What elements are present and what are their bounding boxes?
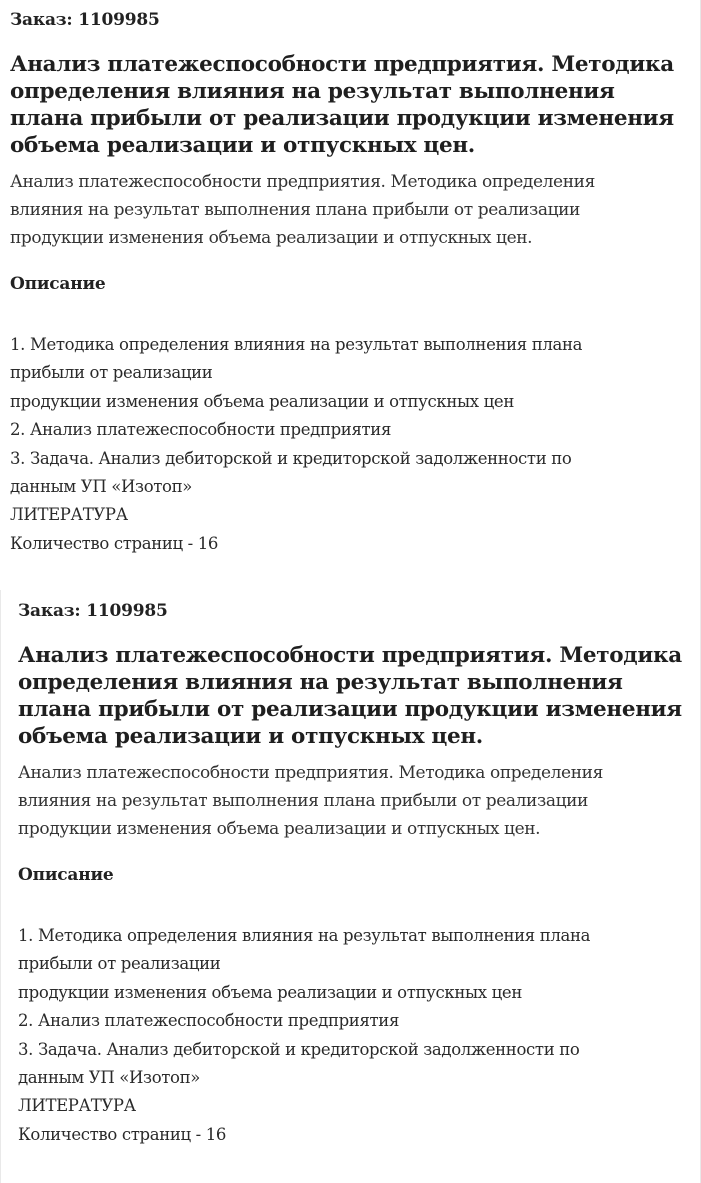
- description-line: Количество страниц - 16: [10, 533, 219, 553]
- description-heading: Описание: [18, 865, 114, 885]
- order-title: [10, 51, 694, 159]
- description-line: прибыли от реализации: [10, 363, 213, 383]
- description-line: данным УП «Изотоп»: [10, 477, 193, 497]
- description-line: продукции изменения объема реализации и отпускных цен: [18, 982, 522, 1002]
- title-line: Анализ платежеспособности предприятия. Методика: [10, 52, 674, 77]
- subtitle-line: продукции изменения объема реализации и отпускных цен.: [18, 819, 541, 839]
- description-line: прибыли от реализации: [18, 954, 221, 974]
- description-line: 1. Методика определения влияния на результат выполнения плана: [18, 926, 591, 945]
- order-number: Заказ: 1109985: [18, 601, 168, 621]
- description-line: 2. Анализ платежеспособности предприятия: [10, 420, 392, 440]
- description-line: 1. Методика определения влияния на результат выполнения плана: [10, 335, 583, 354]
- description-line: продукции изменения объема реализации и отпускных цен: [10, 391, 514, 411]
- description-line: 3. Задача. Анализ дебиторской и кредиторской задолженности по: [18, 1039, 580, 1059]
- title-line: определения влияния на результат выполнения: [18, 670, 623, 695]
- title-line: объема реализации и отпускных цен.: [10, 133, 475, 158]
- subtitle-line: влияния на результат выполнения плана прибыли от реализации: [18, 791, 588, 811]
- title-line: плана прибыли от реализации продукции изменения: [18, 697, 682, 722]
- title-line: определения влияния на результат выполнения: [10, 79, 615, 104]
- description-line: ЛИТЕРАТУРА: [18, 1096, 136, 1116]
- description-line: 3. Задача. Анализ дебиторской и кредиторской задолженности по: [10, 448, 572, 468]
- description-heading: Описание: [10, 274, 106, 294]
- description-line: ЛИТЕРАТУРА: [10, 505, 128, 525]
- subtitle-line: влияния на результат выполнения плана прибыли от реализации: [10, 200, 580, 220]
- title-line: объема реализации и отпускных цен.: [18, 724, 483, 749]
- description-line: Количество страниц - 16: [18, 1124, 227, 1144]
- order-card-2: [18, 599, 692, 1174]
- subtitle-line: продукции изменения объема реализации и отпускных цен.: [10, 228, 533, 248]
- title-line: плана прибыли от реализации продукции изменения: [10, 106, 674, 131]
- description-body: [18, 922, 692, 1149]
- subtitle-line: Анализ платежеспособности предприятия. Методика определения: [10, 172, 595, 192]
- order-subtitle: [18, 759, 692, 843]
- order-number: Заказ: 1109985: [10, 10, 160, 30]
- description-line: 2. Анализ платежеспособности предприятия: [18, 1011, 400, 1031]
- order-title: [18, 642, 692, 750]
- order-card-1: [10, 8, 694, 583]
- subtitle-line: Анализ платежеспособности предприятия. Методика определения: [18, 763, 603, 783]
- title-line: Анализ платежеспособности предприятия. Методика: [18, 643, 682, 668]
- description-body: [10, 331, 694, 558]
- order-subtitle: [10, 168, 694, 252]
- description-line: данным УП «Изотоп»: [18, 1068, 201, 1088]
